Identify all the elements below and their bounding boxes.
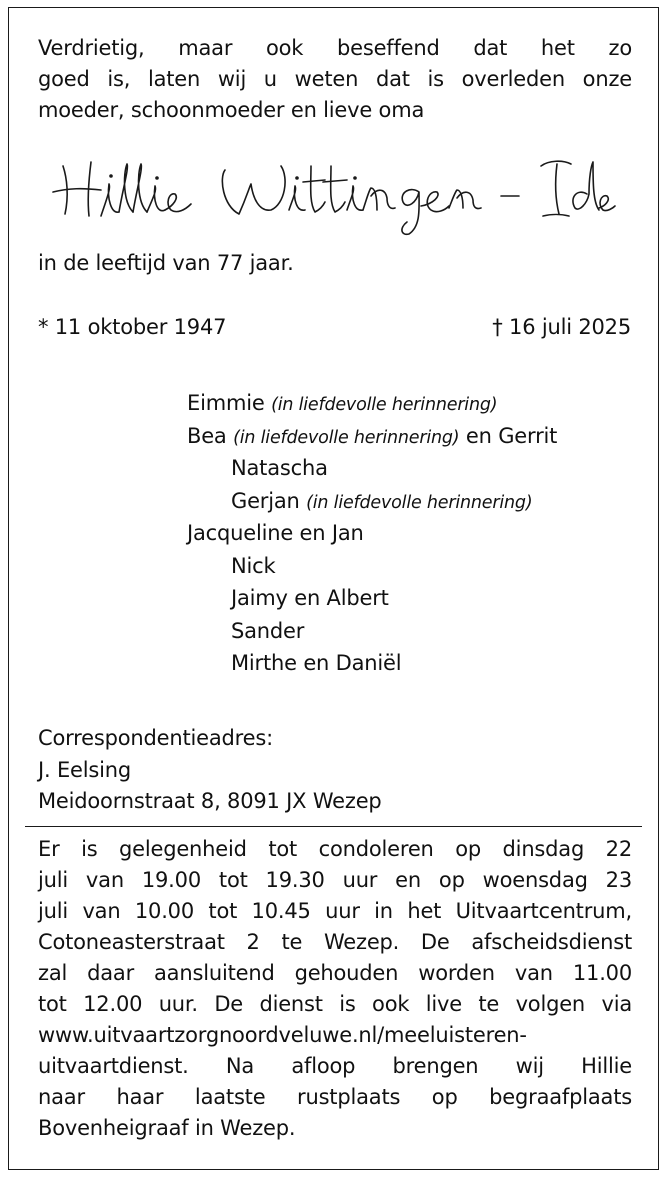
member-name: Bea xyxy=(187,423,227,448)
family-member xyxy=(187,550,557,583)
closing-line: uitvaartdienst. Na afloop brengen wij Hillie xyxy=(38,1054,632,1078)
announcement-card xyxy=(8,7,659,1170)
birth-date: * 11 oktober 1947 xyxy=(38,315,227,339)
intro-line: Verdrietig, maar ook beseffend dat het zo xyxy=(38,36,632,60)
death-date: † 16 juli 2025 xyxy=(492,315,631,339)
family-member xyxy=(187,452,557,485)
correspondence-address xyxy=(38,723,382,818)
family-list xyxy=(187,387,557,680)
memorial-note: (in liefdevolle herinnering) xyxy=(271,395,498,415)
closing-line: www.uitvaartzorgnoordveluwe.nl/meeluisteren- xyxy=(38,1023,527,1047)
family-member xyxy=(187,387,557,420)
member-name: Natascha xyxy=(231,456,328,480)
intro-line: moeder, schoonmoeder en lieve oma xyxy=(38,98,425,122)
family-member xyxy=(187,582,557,615)
closing-line: Er is gelegenheid tot condoleren op dinsdag 22 xyxy=(38,837,632,861)
closing-line: tot 12.00 uur. De dienst is ook live te volgen via xyxy=(38,992,632,1016)
family-member xyxy=(187,420,557,453)
correspondence-street: Meidoornstraat 8, 8091 JX Wezep xyxy=(38,789,382,813)
member-name: Gerjan xyxy=(231,488,300,513)
closing-line: juli van 19.00 tot 19.30 uur en op woensdag 23 xyxy=(38,868,632,892)
member-name: Eimmie xyxy=(187,391,265,415)
family-member xyxy=(187,647,557,680)
intro-text xyxy=(38,33,632,126)
age-text: in de leeftijd van 77 jaar. xyxy=(38,251,294,275)
member-name: Jacqueline en Jan xyxy=(187,521,364,545)
member-name: Jaimy en Albert xyxy=(231,586,389,610)
intro-line: goed is, laten wij u weten dat is overleden onze xyxy=(38,67,632,91)
correspondence-label: Correspondentieadres: xyxy=(38,726,273,750)
memorial-note: (in liefdevolle herinnering) xyxy=(233,427,460,448)
member-partner: en Gerrit xyxy=(465,423,558,448)
member-name: Sander xyxy=(231,618,305,643)
name-signature xyxy=(49,148,619,238)
family-member xyxy=(187,485,557,518)
condolence-text xyxy=(38,834,632,1144)
closing-line: zal daar aansluitend gehouden worden van 11.00 xyxy=(38,961,632,985)
section-divider xyxy=(25,826,642,827)
family-member xyxy=(187,517,557,550)
correspondence-name: J. Eelsing xyxy=(38,757,131,782)
member-name: Nick xyxy=(231,553,276,578)
member-name: Mirthe en Daniël xyxy=(231,651,402,675)
closing-line: Bovenheigraaf in Wezep. xyxy=(38,1116,296,1140)
family-member xyxy=(187,615,557,648)
memorial-note: (in liefdevolle herinnering) xyxy=(306,492,533,513)
closing-line: juli van 10.00 tot 10.45 uur in het Uitvaartcentrum, xyxy=(38,899,632,923)
closing-line: Cotoneasterstraat 2 te Wezep. De afscheidsdienst xyxy=(38,930,632,954)
closing-line: naar haar laatste rustplaats op begraafplaats xyxy=(38,1085,632,1109)
